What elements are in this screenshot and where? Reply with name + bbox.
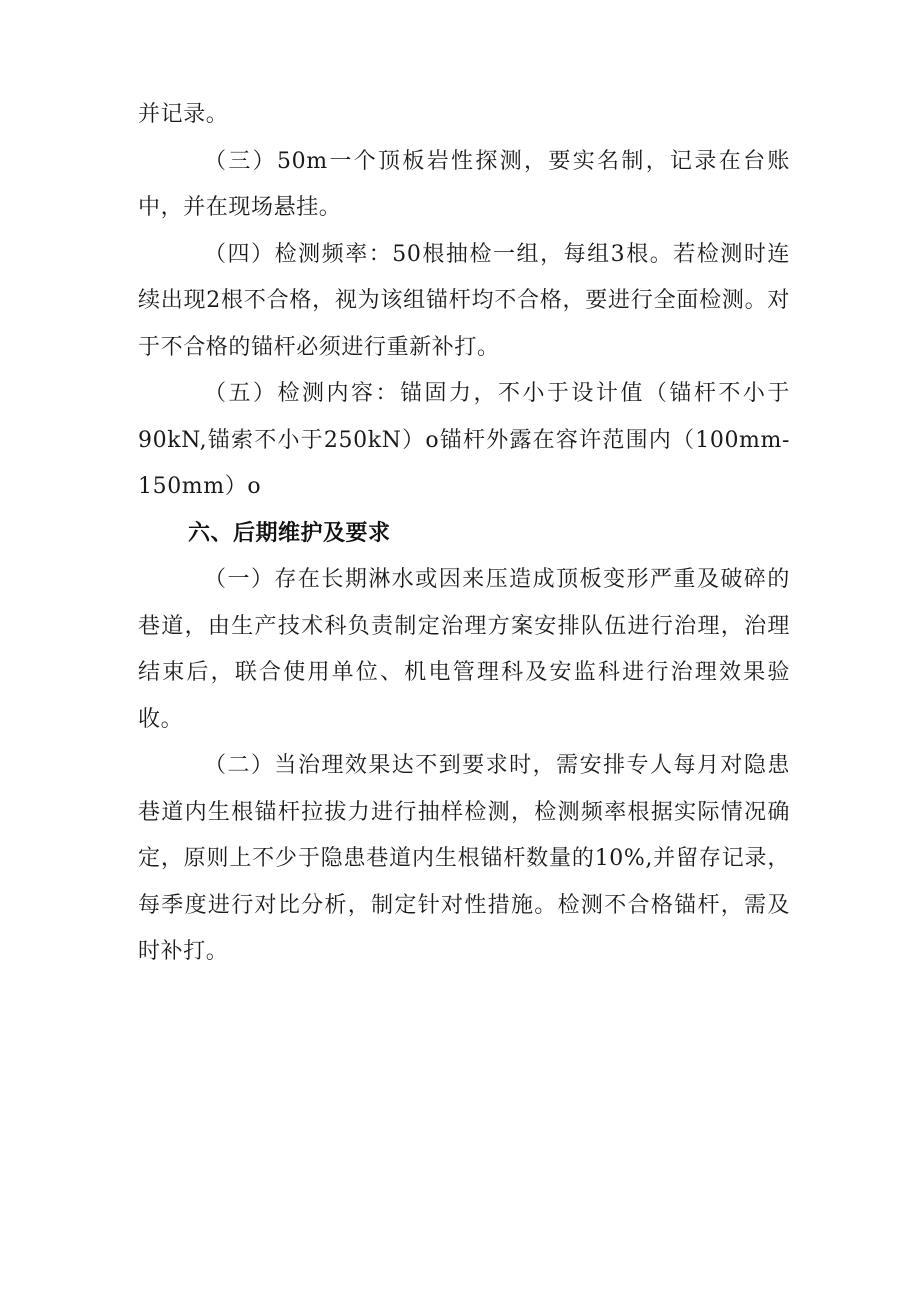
- paragraph-item-4: （四）检测频率：50根抽检一组，每组3根。若检测时连续出现2根不合格，视为该组锚杆均不合格，要进行全面检测。对于不合格的锚杆必须进行重新补打。: [138, 241, 790, 360]
- section-paragraph-1: （一）存在长期淋水或因来压造成顶板变形严重及破碎的巷道，由生产技术科负责制定治理方案安排队伍进行治理，治理结束后，联合使用单位、机电管理科及安监科进行治理效果验收。: [138, 567, 790, 732]
- paragraph-item-5: （五）检测内容：锚固力，不小于设计值（锚杆不小于90kN,锚索不小于250kN）o锚杆外露在容许范围内（100mm-150mm）o: [138, 381, 790, 499]
- section-heading: 六、后期维护及要求: [188, 520, 391, 546]
- section-paragraph-2: （二）当治理效果达不到要求时，需安排专人每月对隐患巷道内生根锚杆拉拔力进行抽样检测，检测频率根据实际情况确定，原则上不少于隐患巷道内生根锚杆数量的10%,并留存记录，每季度进行对比分析，制定针对性措施。检测不合格锚杆，需及时补打。: [138, 753, 790, 964]
- paragraph-item-3: （三）50m一个顶板岩性探测，要实名制，记录在台账中，并在现场悬挂。: [138, 148, 790, 220]
- paragraph-continuation: 并记录。: [138, 102, 229, 127]
- document-body: [138, 92, 790, 976]
